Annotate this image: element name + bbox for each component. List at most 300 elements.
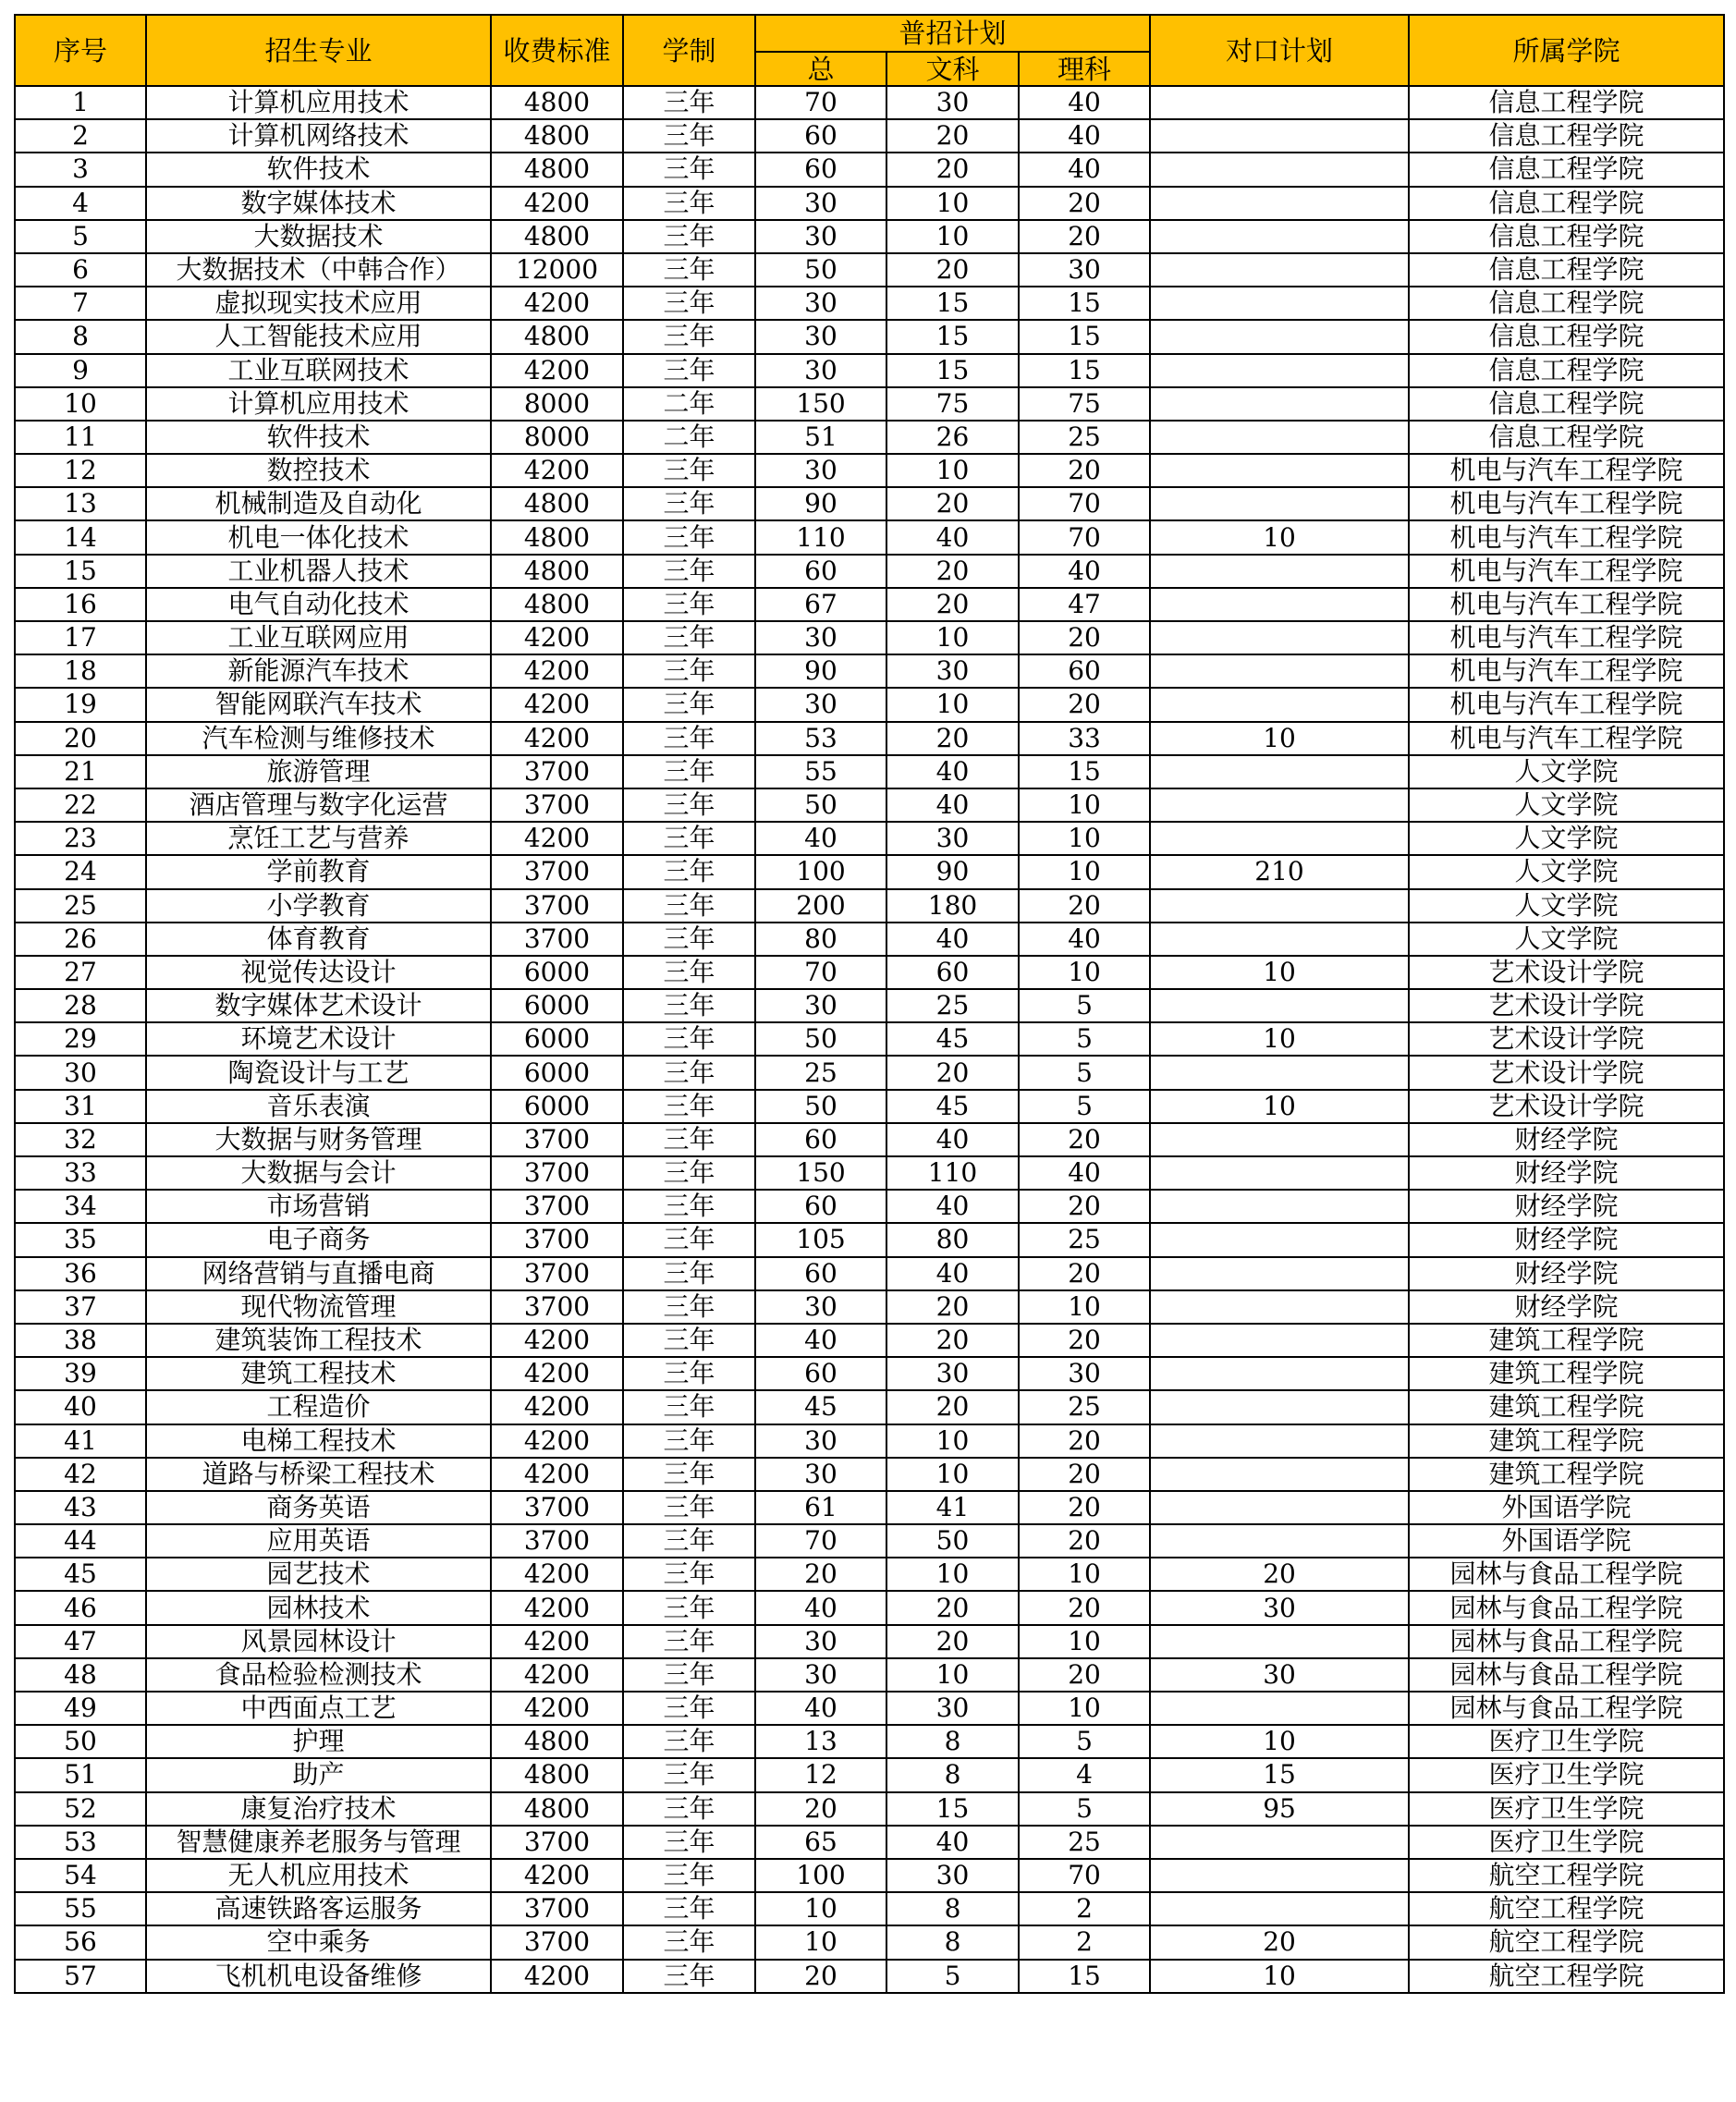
cell-arts: 10 bbox=[886, 454, 1019, 487]
cell-science: 10 bbox=[1019, 1625, 1150, 1658]
cell-arts: 50 bbox=[886, 1524, 1019, 1558]
cell-major: 建筑工程技术 bbox=[146, 1357, 491, 1390]
cell-fee: 4200 bbox=[491, 1658, 623, 1692]
cell-major: 新能源汽车技术 bbox=[146, 654, 491, 688]
cell-arts: 25 bbox=[886, 989, 1019, 1022]
cell-arts: 90 bbox=[886, 855, 1019, 888]
cell-fee: 4200 bbox=[491, 1859, 623, 1892]
table-row bbox=[15, 1458, 1724, 1491]
cell-major: 环境艺术设计 bbox=[146, 1022, 491, 1056]
cell-major: 机电一体化技术 bbox=[146, 520, 491, 554]
cell-arts: 10 bbox=[886, 621, 1019, 654]
cell-duration: 三年 bbox=[623, 621, 755, 654]
cell-arts: 15 bbox=[886, 320, 1019, 353]
cell-counterpart: 210 bbox=[1150, 855, 1409, 888]
cell-counterpart bbox=[1150, 1390, 1409, 1424]
cell-college: 信息工程学院 bbox=[1409, 287, 1724, 320]
cell-duration: 三年 bbox=[623, 1458, 755, 1491]
cell-arts: 60 bbox=[886, 956, 1019, 989]
cell-science: 5 bbox=[1019, 989, 1150, 1022]
cell-duration: 三年 bbox=[623, 654, 755, 688]
cell-major: 计算机应用技术 bbox=[146, 387, 491, 421]
cell-seq: 25 bbox=[15, 889, 146, 923]
cell-seq: 17 bbox=[15, 621, 146, 654]
cell-college: 信息工程学院 bbox=[1409, 421, 1724, 454]
cell-total: 67 bbox=[755, 588, 886, 621]
cell-fee: 4200 bbox=[491, 1458, 623, 1491]
cell-seq: 11 bbox=[15, 421, 146, 454]
header-total: 总 bbox=[755, 52, 886, 86]
cell-duration: 三年 bbox=[623, 1056, 755, 1089]
cell-major: 应用英语 bbox=[146, 1524, 491, 1558]
cell-major: 智能网联汽车技术 bbox=[146, 688, 491, 721]
cell-counterpart bbox=[1150, 220, 1409, 253]
cell-counterpart bbox=[1150, 487, 1409, 520]
cell-duration: 三年 bbox=[623, 1357, 755, 1390]
cell-science: 30 bbox=[1019, 253, 1150, 287]
cell-fee: 4200 bbox=[491, 1357, 623, 1390]
cell-counterpart bbox=[1150, 1190, 1409, 1223]
table-row bbox=[15, 788, 1724, 822]
cell-total: 200 bbox=[755, 889, 886, 923]
table-row bbox=[15, 1190, 1724, 1223]
cell-arts: 10 bbox=[886, 688, 1019, 721]
cell-college: 园林与食品工程学院 bbox=[1409, 1558, 1724, 1591]
cell-fee: 4200 bbox=[491, 1625, 623, 1658]
cell-arts: 26 bbox=[886, 421, 1019, 454]
cell-college: 人文学院 bbox=[1409, 822, 1724, 855]
table-row bbox=[15, 755, 1724, 788]
cell-college: 艺术设计学院 bbox=[1409, 1056, 1724, 1089]
cell-total: 25 bbox=[755, 1056, 886, 1089]
cell-total: 30 bbox=[755, 220, 886, 253]
table-row bbox=[15, 1491, 1724, 1524]
cell-fee: 4200 bbox=[491, 1591, 623, 1624]
cell-major: 智慧健康养老服务与管理 bbox=[146, 1826, 491, 1859]
cell-counterpart bbox=[1150, 1257, 1409, 1290]
cell-major: 软件技术 bbox=[146, 153, 491, 186]
table-row bbox=[15, 1692, 1724, 1725]
cell-total: 30 bbox=[755, 621, 886, 654]
cell-total: 30 bbox=[755, 1625, 886, 1658]
cell-major: 机械制造及自动化 bbox=[146, 487, 491, 520]
cell-science: 15 bbox=[1019, 755, 1150, 788]
cell-total: 60 bbox=[755, 153, 886, 186]
cell-seq: 42 bbox=[15, 1458, 146, 1491]
cell-arts: 20 bbox=[886, 153, 1019, 186]
cell-counterpart bbox=[1150, 822, 1409, 855]
cell-duration: 三年 bbox=[623, 320, 755, 353]
cell-arts: 180 bbox=[886, 889, 1019, 923]
cell-science: 30 bbox=[1019, 1357, 1150, 1390]
table-row bbox=[15, 1925, 1724, 1959]
cell-counterpart: 10 bbox=[1150, 1725, 1409, 1758]
cell-duration: 三年 bbox=[623, 1223, 755, 1256]
cell-college: 信息工程学院 bbox=[1409, 354, 1724, 387]
table-row bbox=[15, 1792, 1724, 1826]
cell-counterpart bbox=[1150, 989, 1409, 1022]
cell-total: 30 bbox=[755, 287, 886, 320]
table-row bbox=[15, 855, 1724, 888]
cell-fee: 3700 bbox=[491, 1123, 623, 1156]
cell-arts: 30 bbox=[886, 1859, 1019, 1892]
cell-duration: 三年 bbox=[623, 688, 755, 721]
cell-duration: 三年 bbox=[623, 287, 755, 320]
cell-fee: 8000 bbox=[491, 387, 623, 421]
cell-college: 建筑工程学院 bbox=[1409, 1357, 1724, 1390]
table-row bbox=[15, 1324, 1724, 1357]
cell-arts: 8 bbox=[886, 1758, 1019, 1791]
cell-major: 虚拟现实技术应用 bbox=[146, 287, 491, 320]
cell-fee: 4200 bbox=[491, 688, 623, 721]
cell-arts: 8 bbox=[886, 1725, 1019, 1758]
cell-college: 机电与汽车工程学院 bbox=[1409, 654, 1724, 688]
cell-science: 70 bbox=[1019, 520, 1150, 554]
cell-science: 15 bbox=[1019, 320, 1150, 353]
cell-arts: 20 bbox=[886, 1625, 1019, 1658]
cell-fee: 6000 bbox=[491, 1022, 623, 1056]
cell-seq: 55 bbox=[15, 1892, 146, 1925]
cell-counterpart: 10 bbox=[1150, 1960, 1409, 1993]
cell-arts: 40 bbox=[886, 1257, 1019, 1290]
cell-counterpart bbox=[1150, 253, 1409, 287]
header-fee: 收费标准 bbox=[491, 15, 623, 86]
cell-college: 园林与食品工程学院 bbox=[1409, 1692, 1724, 1725]
cell-total: 40 bbox=[755, 822, 886, 855]
cell-counterpart bbox=[1150, 889, 1409, 923]
cell-total: 10 bbox=[755, 1892, 886, 1925]
cell-major: 体育教育 bbox=[146, 923, 491, 956]
cell-total: 100 bbox=[755, 1859, 886, 1892]
cell-duration: 三年 bbox=[623, 989, 755, 1022]
cell-college: 财经学院 bbox=[1409, 1190, 1724, 1223]
cell-seq: 1 bbox=[15, 86, 146, 119]
header-college: 所属学院 bbox=[1409, 15, 1724, 86]
cell-major: 高速铁路客运服务 bbox=[146, 1892, 491, 1925]
cell-counterpart bbox=[1150, 1290, 1409, 1324]
table-row bbox=[15, 320, 1724, 353]
cell-seq: 48 bbox=[15, 1658, 146, 1692]
cell-counterpart bbox=[1150, 1123, 1409, 1156]
cell-duration: 三年 bbox=[623, 588, 755, 621]
cell-duration: 三年 bbox=[623, 956, 755, 989]
cell-duration: 三年 bbox=[623, 253, 755, 287]
cell-science: 20 bbox=[1019, 1257, 1150, 1290]
cell-duration: 三年 bbox=[623, 86, 755, 119]
cell-counterpart bbox=[1150, 1324, 1409, 1357]
cell-seq: 8 bbox=[15, 320, 146, 353]
table-row bbox=[15, 1892, 1724, 1925]
cell-major: 大数据与会计 bbox=[146, 1156, 491, 1190]
table-row bbox=[15, 621, 1724, 654]
cell-science: 25 bbox=[1019, 421, 1150, 454]
cell-total: 50 bbox=[755, 253, 886, 287]
header-duration: 学制 bbox=[623, 15, 755, 86]
cell-total: 30 bbox=[755, 989, 886, 1022]
cell-counterpart bbox=[1150, 354, 1409, 387]
cell-duration: 三年 bbox=[623, 1658, 755, 1692]
cell-fee: 12000 bbox=[491, 253, 623, 287]
cell-science: 4 bbox=[1019, 1758, 1150, 1791]
cell-seq: 12 bbox=[15, 454, 146, 487]
cell-total: 30 bbox=[755, 1658, 886, 1692]
cell-duration: 三年 bbox=[623, 1859, 755, 1892]
cell-fee: 4800 bbox=[491, 86, 623, 119]
cell-seq: 45 bbox=[15, 1558, 146, 1591]
cell-major: 人工智能技术应用 bbox=[146, 320, 491, 353]
cell-science: 5 bbox=[1019, 1725, 1150, 1758]
cell-counterpart: 30 bbox=[1150, 1658, 1409, 1692]
cell-arts: 5 bbox=[886, 1960, 1019, 1993]
cell-science: 25 bbox=[1019, 1826, 1150, 1859]
cell-seq: 29 bbox=[15, 1022, 146, 1056]
cell-arts: 20 bbox=[886, 253, 1019, 287]
cell-science: 15 bbox=[1019, 354, 1150, 387]
cell-total: 30 bbox=[755, 1290, 886, 1324]
cell-fee: 4200 bbox=[491, 287, 623, 320]
cell-duration: 三年 bbox=[623, 1725, 755, 1758]
cell-fee: 4200 bbox=[491, 654, 623, 688]
cell-total: 70 bbox=[755, 956, 886, 989]
cell-science: 20 bbox=[1019, 621, 1150, 654]
table-row bbox=[15, 421, 1724, 454]
cell-major: 汽车检测与维修技术 bbox=[146, 722, 491, 755]
cell-total: 61 bbox=[755, 1491, 886, 1524]
header-arts: 文科 bbox=[886, 52, 1019, 86]
cell-fee: 4200 bbox=[491, 822, 623, 855]
cell-major: 助产 bbox=[146, 1758, 491, 1791]
cell-arts: 30 bbox=[886, 654, 1019, 688]
cell-fee: 3700 bbox=[491, 1491, 623, 1524]
cell-total: 55 bbox=[755, 755, 886, 788]
cell-college: 信息工程学院 bbox=[1409, 220, 1724, 253]
cell-science: 10 bbox=[1019, 1692, 1150, 1725]
cell-arts: 20 bbox=[886, 555, 1019, 588]
cell-counterpart bbox=[1150, 1458, 1409, 1491]
cell-fee: 6000 bbox=[491, 956, 623, 989]
cell-fee: 3700 bbox=[491, 1925, 623, 1959]
cell-major: 康复治疗技术 bbox=[146, 1792, 491, 1826]
cell-counterpart bbox=[1150, 1625, 1409, 1658]
table-body bbox=[15, 86, 1724, 1993]
cell-college: 航空工程学院 bbox=[1409, 1859, 1724, 1892]
cell-major: 空中乘务 bbox=[146, 1925, 491, 1959]
cell-arts: 45 bbox=[886, 1022, 1019, 1056]
cell-major: 商务英语 bbox=[146, 1491, 491, 1524]
table-row bbox=[15, 153, 1724, 186]
cell-fee: 4200 bbox=[491, 1424, 623, 1458]
cell-total: 30 bbox=[755, 688, 886, 721]
cell-seq: 44 bbox=[15, 1524, 146, 1558]
cell-seq: 41 bbox=[15, 1424, 146, 1458]
cell-seq: 23 bbox=[15, 822, 146, 855]
table-row bbox=[15, 1257, 1724, 1290]
cell-major: 大数据技术 bbox=[146, 220, 491, 253]
cell-college: 财经学院 bbox=[1409, 1290, 1724, 1324]
cell-duration: 三年 bbox=[623, 923, 755, 956]
cell-arts: 15 bbox=[886, 287, 1019, 320]
cell-duration: 三年 bbox=[623, 1022, 755, 1056]
cell-counterpart: 10 bbox=[1150, 722, 1409, 755]
cell-seq: 51 bbox=[15, 1758, 146, 1791]
cell-science: 20 bbox=[1019, 1123, 1150, 1156]
table-row bbox=[15, 555, 1724, 588]
cell-college: 机电与汽车工程学院 bbox=[1409, 454, 1724, 487]
cell-duration: 三年 bbox=[623, 1491, 755, 1524]
cell-counterpart bbox=[1150, 287, 1409, 320]
cell-science: 2 bbox=[1019, 1892, 1150, 1925]
cell-college: 园林与食品工程学院 bbox=[1409, 1658, 1724, 1692]
cell-college: 机电与汽车工程学院 bbox=[1409, 555, 1724, 588]
cell-major: 大数据与财务管理 bbox=[146, 1123, 491, 1156]
cell-arts: 10 bbox=[886, 187, 1019, 220]
table-row bbox=[15, 1123, 1724, 1156]
header-counterpart-plan: 对口计划 bbox=[1150, 15, 1409, 86]
cell-science: 25 bbox=[1019, 1390, 1150, 1424]
cell-major: 学前教育 bbox=[146, 855, 491, 888]
cell-college: 医疗卫生学院 bbox=[1409, 1826, 1724, 1859]
cell-fee: 3700 bbox=[491, 788, 623, 822]
cell-fee: 4200 bbox=[491, 1692, 623, 1725]
cell-seq: 24 bbox=[15, 855, 146, 888]
cell-arts: 20 bbox=[886, 1390, 1019, 1424]
cell-major: 无人机应用技术 bbox=[146, 1859, 491, 1892]
cell-seq: 15 bbox=[15, 555, 146, 588]
cell-fee: 4800 bbox=[491, 1725, 623, 1758]
cell-fee: 3700 bbox=[491, 755, 623, 788]
cell-major: 建筑装饰工程技术 bbox=[146, 1324, 491, 1357]
cell-college: 机电与汽车工程学院 bbox=[1409, 621, 1724, 654]
cell-seq: 26 bbox=[15, 923, 146, 956]
table-row bbox=[15, 86, 1724, 119]
cell-total: 30 bbox=[755, 454, 886, 487]
cell-duration: 三年 bbox=[623, 1792, 755, 1826]
cell-duration: 三年 bbox=[623, 1090, 755, 1123]
cell-total: 105 bbox=[755, 1223, 886, 1256]
cell-science: 40 bbox=[1019, 923, 1150, 956]
table-row bbox=[15, 923, 1724, 956]
cell-major: 酒店管理与数字化运营 bbox=[146, 788, 491, 822]
cell-science: 40 bbox=[1019, 555, 1150, 588]
cell-major: 电子商务 bbox=[146, 1223, 491, 1256]
cell-counterpart bbox=[1150, 688, 1409, 721]
cell-counterpart bbox=[1150, 1491, 1409, 1524]
cell-total: 60 bbox=[755, 1357, 886, 1390]
cell-total: 60 bbox=[755, 119, 886, 153]
cell-college: 信息工程学院 bbox=[1409, 320, 1724, 353]
cell-duration: 三年 bbox=[623, 1692, 755, 1725]
cell-arts: 10 bbox=[886, 220, 1019, 253]
cell-seq: 34 bbox=[15, 1190, 146, 1223]
cell-college: 人文学院 bbox=[1409, 923, 1724, 956]
cell-seq: 54 bbox=[15, 1859, 146, 1892]
header-major: 招生专业 bbox=[146, 15, 491, 86]
table-header bbox=[15, 15, 1724, 86]
cell-college: 财经学院 bbox=[1409, 1257, 1724, 1290]
cell-seq: 4 bbox=[15, 187, 146, 220]
table-row bbox=[15, 822, 1724, 855]
cell-counterpart bbox=[1150, 923, 1409, 956]
cell-major: 园艺技术 bbox=[146, 1558, 491, 1591]
cell-science: 70 bbox=[1019, 487, 1150, 520]
cell-college: 航空工程学院 bbox=[1409, 1892, 1724, 1925]
cell-total: 30 bbox=[755, 187, 886, 220]
cell-seq: 57 bbox=[15, 1960, 146, 1993]
cell-science: 60 bbox=[1019, 654, 1150, 688]
cell-science: 15 bbox=[1019, 1960, 1150, 1993]
cell-duration: 三年 bbox=[623, 1892, 755, 1925]
table-row bbox=[15, 387, 1724, 421]
cell-college: 信息工程学院 bbox=[1409, 86, 1724, 119]
table-row bbox=[15, 889, 1724, 923]
cell-total: 20 bbox=[755, 1558, 886, 1591]
cell-seq: 21 bbox=[15, 755, 146, 788]
cell-college: 信息工程学院 bbox=[1409, 153, 1724, 186]
cell-seq: 46 bbox=[15, 1591, 146, 1624]
cell-college: 机电与汽车工程学院 bbox=[1409, 722, 1724, 755]
cell-college: 医疗卫生学院 bbox=[1409, 1758, 1724, 1791]
cell-college: 人文学院 bbox=[1409, 855, 1724, 888]
cell-fee: 4200 bbox=[491, 722, 623, 755]
cell-major: 工业互联网技术 bbox=[146, 354, 491, 387]
table-row bbox=[15, 1090, 1724, 1123]
cell-counterpart bbox=[1150, 421, 1409, 454]
cell-total: 53 bbox=[755, 722, 886, 755]
table-row bbox=[15, 1625, 1724, 1658]
cell-science: 10 bbox=[1019, 1290, 1150, 1324]
cell-arts: 40 bbox=[886, 755, 1019, 788]
cell-total: 90 bbox=[755, 487, 886, 520]
cell-college: 艺术设计学院 bbox=[1409, 956, 1724, 989]
cell-counterpart bbox=[1150, 1859, 1409, 1892]
cell-college: 建筑工程学院 bbox=[1409, 1390, 1724, 1424]
cell-college: 信息工程学院 bbox=[1409, 187, 1724, 220]
cell-counterpart bbox=[1150, 1056, 1409, 1089]
table-row bbox=[15, 1658, 1724, 1692]
cell-counterpart: 30 bbox=[1150, 1591, 1409, 1624]
cell-fee: 4800 bbox=[491, 588, 623, 621]
cell-arts: 75 bbox=[886, 387, 1019, 421]
cell-science: 20 bbox=[1019, 454, 1150, 487]
cell-science: 20 bbox=[1019, 187, 1150, 220]
cell-counterpart bbox=[1150, 588, 1409, 621]
cell-counterpart bbox=[1150, 119, 1409, 153]
cell-counterpart bbox=[1150, 1424, 1409, 1458]
cell-total: 150 bbox=[755, 387, 886, 421]
cell-counterpart bbox=[1150, 187, 1409, 220]
cell-science: 33 bbox=[1019, 722, 1150, 755]
cell-science: 10 bbox=[1019, 1558, 1150, 1591]
cell-total: 30 bbox=[755, 1458, 886, 1491]
cell-college: 机电与汽车工程学院 bbox=[1409, 487, 1724, 520]
cell-seq: 47 bbox=[15, 1625, 146, 1658]
cell-duration: 三年 bbox=[623, 119, 755, 153]
cell-duration: 三年 bbox=[623, 1424, 755, 1458]
cell-counterpart bbox=[1150, 1223, 1409, 1256]
cell-duration: 三年 bbox=[623, 1123, 755, 1156]
cell-arts: 30 bbox=[886, 86, 1019, 119]
table-row bbox=[15, 722, 1724, 755]
cell-science: 70 bbox=[1019, 1859, 1150, 1892]
cell-fee: 4200 bbox=[491, 1324, 623, 1357]
cell-major: 数字媒体艺术设计 bbox=[146, 989, 491, 1022]
cell-fee: 4200 bbox=[491, 1558, 623, 1591]
cell-seq: 38 bbox=[15, 1324, 146, 1357]
cell-major: 计算机网络技术 bbox=[146, 119, 491, 153]
cell-college: 机电与汽车工程学院 bbox=[1409, 588, 1724, 621]
table-row bbox=[15, 454, 1724, 487]
cell-fee: 3700 bbox=[491, 1524, 623, 1558]
